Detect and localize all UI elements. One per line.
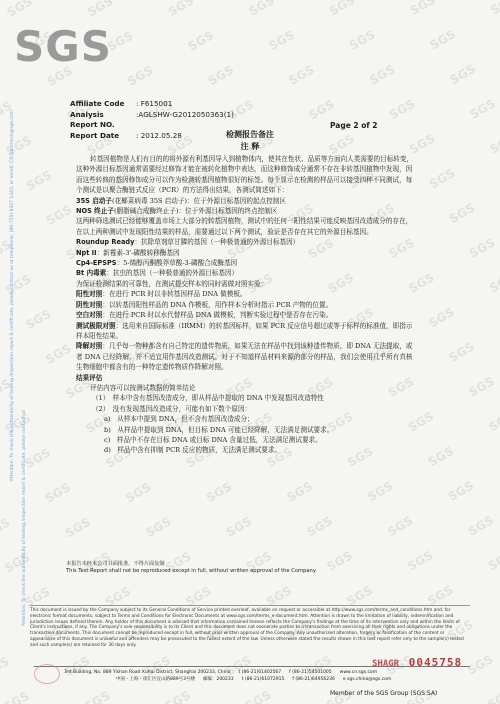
reproduction-note-en: This Test Report shall not be reproduced except in full, without written approval of the Company.	[66, 568, 317, 574]
member-note: Member of the SGS Group (SGS SA)	[330, 690, 438, 697]
legal-disclaimer: This document is issued by the Company subject to its General Conditions of Service printed overleaf, available on request or accessible at http://www.sgs.com/terms_and_conditions.htm and, for electronic format documents, subject to Terms and Conditions for Electronic Documents at www.sgs.com/terms_e-document.htm. Attention is drawn to the limitation of liability, indemnification and jurisdiction issues defined therein. Any holder of this document is advised that information contained hereon reflects the Company's findings at the time of its intervention only and within the limits of Client's instructions, if any. The Company's sole responsibility is to its Client and this document does not exonerate parties to a transaction from exercising all their rights and obligations under the transaction documents. This document cannot be reproduced except in full, without prior written approval of the Company. Any unauthorized alteration, forgery or falsification of the content or appearance of this document is unlawful and offenders may be prosecuted to the fullest extent of the law. Unless otherwise stated the results shown in this test report refer only to the sample(s) tested and such sample(s) are retained for 30 days only.	[30, 605, 470, 649]
fax-cn: f (86-21)64956236	[292, 677, 335, 682]
analysis-value: :AGLSHW-G2012050363(1)	[136, 109, 234, 119]
result-title: 结果评估	[76, 373, 103, 382]
reproduction-note	[66, 561, 317, 575]
side-authenticity-note: Attention: To check the authenticity of testing /inspection report & certificate, please contact us at telephone: (86-755) 8307 1443, or email: CN.Doccheck@sgs.com	[10, 110, 15, 482]
date-label: Report Date	[70, 130, 120, 140]
website: www.cn.sgs.com	[339, 670, 378, 675]
report-body	[76, 154, 418, 456]
controls-intro: 为保证检测结果的可靠性，在测试提交样本的同时需做对照实验：	[76, 279, 268, 288]
result-2c: c) 样品中不存在目标 DNA 或目标 DNA 含量过低，无法满足测试要求。	[104, 435, 322, 444]
result-2d: d) 样品中含有抑制 PCR 反应的物质，无法满足测试要求。	[104, 446, 282, 455]
tel-cn: t (86-21)61072915	[241, 677, 285, 682]
result-1: （1） 样本中含有基因改造成分，即从样品中提取的 DNA 中发现基因改造特性	[92, 394, 324, 403]
intro-paragraph: 转基因植物是人们有目的的将外源有利基因导入到植物体内，使其在性状、品质等方面向人类需要的目标转变，这种外源目标基因通常需要经过修饰才能在被转化植物中表达，而这种修饰成分通常不存在非转基因植物中发现，因而这些转修的基因修饰成分可以作为检测转基因植物很好的标签。每个显示在检测的样品可以接受四种不同测试，每个测试是以聚合酶链式反应（PCR）的方法得出结果，各测试简述如下：	[76, 155, 414, 195]
item-degradation-control: 降解对照：几乎每一物种都含有自己特定的遗传物质，如果无法在样品中找到该种遗传物质，即 DNA 无法提取，或者 DNA 已经降解，并不适宜用作基因改造测试。对于不知道样品材料来源的部分的样品，我们会使用几乎所有真核生物细胞中都含有的一种特定遗传物质作降解对照。	[76, 342, 413, 372]
notes-title: 注 释	[240, 141, 260, 151]
item-lod-control: 测试极限对照：选用来自国际标准（IRMM）的转基因标样，如果 PCR 反应信号超过或等于标样的标准值，即指示样本阳性结果。	[76, 321, 413, 340]
result-2: （2） 没有发现基因改造成分，可能有如下数个原因：	[92, 404, 252, 413]
item-negative-control: 阴性对照：以转基因阳性样品的 DNA 作模板，用作样本分析时指示 PCR 产物的位置。	[76, 300, 333, 309]
date-value: : 2012.05.28	[136, 130, 182, 140]
result-intro: 评估内容可以按测试数据的简单结论	[90, 383, 196, 392]
page-number: Page 2 of 2	[330, 121, 378, 130]
side-authenticity-note-2: Attention: To check the authenticity of testing /inspection report & certificate, please contact us	[22, 410, 27, 626]
item-cp4: Cp4-EPSPS：5-烯醇丙酮酸莽草酸-3-磷酸合成酶基因	[76, 259, 238, 268]
item-35s: 35S 启动子(花椰菜病毒 35S 启动子)：位于外源目标基因的起点控制区	[76, 196, 286, 205]
item-nos: NOS 终止子(胭脂碱合成酶终止子)：位于外源目标基因的终点控制区	[76, 207, 278, 216]
analysis-label: Analysis Report NO.	[70, 109, 115, 129]
fax-en: f (86-21)54501005	[289, 670, 332, 675]
reproduction-note-cn: 本报告未经本公司书面批准，不得片面复制	[66, 561, 165, 567]
serial-digits: 0045758	[408, 656, 463, 669]
item-positive-control: 阳性对照：在进行 PCR 时以非转基因样品 DNA 做模板。	[76, 290, 247, 299]
result-2b: b) 从样品中提取到 DNA，但目标 DNA 可能已经降解，无法满足测试要求。	[104, 425, 334, 434]
email: e sgs.china@sgs.com	[342, 677, 392, 682]
item-npt: Npt II：新霉素-3'-磷酸转移酶基因	[76, 248, 180, 257]
address-cn: 中国・上海・徐汇区宜山路889号3号楼	[116, 677, 195, 682]
company-seal	[34, 664, 60, 684]
postal-cn: 邮编：200233	[202, 677, 234, 682]
item-roundup: Roundup Ready：抗除草剂草甘膦的基因（一种极普通的外源目标基因）	[76, 238, 300, 247]
affiliate-value: : F615001	[136, 99, 173, 108]
address-en: 3rd Building, No. 889 Yishan Road Xuhui District, Shanghai 200233, China	[64, 670, 231, 675]
tel-en: t (86-21)61402567	[238, 670, 282, 675]
item-blank-control: 空白对照：在进行 PCR 时以水代替样品 DNA 做模板，判断实验过程中是否存在污染。	[76, 311, 333, 320]
serial-prefix: SHAGR	[372, 659, 400, 669]
sgs-logo: SGS	[14, 22, 112, 71]
company-address	[34, 666, 470, 683]
result-2a: a) 从样本中提到 DNA，但不含有基因改造成分；	[104, 415, 254, 424]
report-title: 检测报告备注	[226, 129, 274, 139]
affiliate-label: Affiliate Code	[70, 99, 125, 108]
item-bt: Bt 内毒素：抗虫的基因（一种极普通的外源目标基因）	[76, 269, 239, 278]
screening-paragraph: 这两种筛选测试已经能够覆盖市场上大部分的转基因植物，测试中的任何一阳性结果可能反映基因改造成分的存在，在以上两种测试中发现阳性结果的样品，需要通过以下两个测试，验证是否存在其它的外源目标基因。	[76, 217, 413, 236]
